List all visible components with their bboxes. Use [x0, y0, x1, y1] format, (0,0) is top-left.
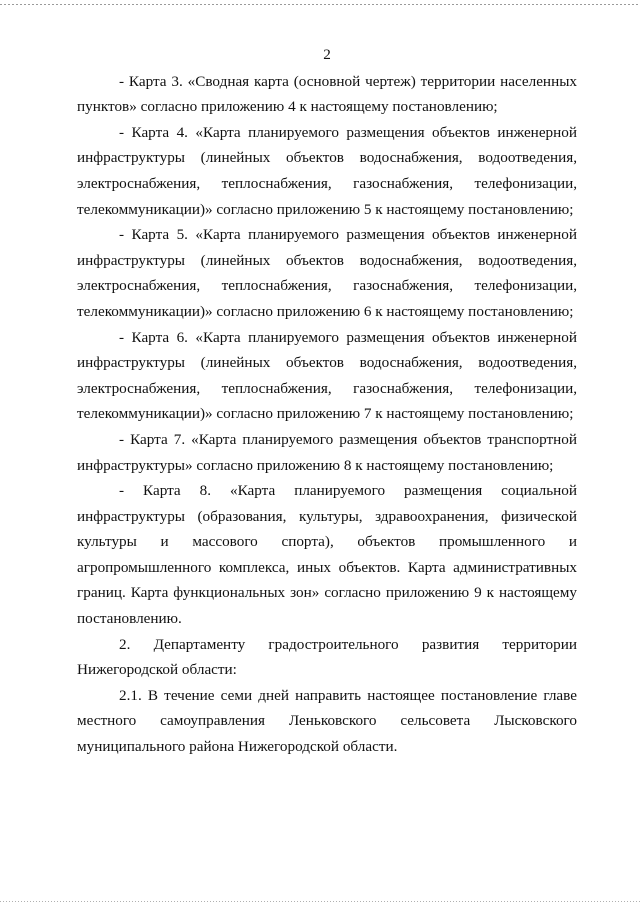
scan-edge-bottom — [0, 901, 640, 902]
paragraph-item-2: 2. Департаменту градостроительного развития территории Нижегородской области: — [77, 635, 577, 679]
page-body — [77, 42, 577, 760]
page-number: 2 — [323, 46, 331, 63]
paragraph-item-2-1: 2.1. В течение семи дней направить настоящее постановление главе местного самоуправления Леньковского сельсовета Лысковского муниципального района Нижегородской области. — [77, 686, 577, 756]
paragraph-map-7: - Карта 7. «Карта планируемого размещения объектов транспортной инфраструктуры» согласно приложению 8 к настоящему постановлению; — [77, 430, 577, 474]
paragraph-map-8: - Карта 8. «Карта планируемого размещения социальной инфраструктуры (образования, культуры, здравоохранения, физической культуры и массового спорта), объектов промышленного и агропромышленного комплекса, иных объектов. Карта административных границ. Карта функциональных зон» согласно приложению 9 к настоящему постановлению. — [77, 482, 577, 628]
paragraph-map-5: - Карта 5. «Карта планируемого размещения объектов инженерной инфраструктуры (линейных объектов водоснабжения, водоотведения, электроснабжения, теплоснабжения, газоснабжения, телефонизации, телекоммуникации)» согласно приложению 6 к настоящему постановлению; — [77, 226, 577, 320]
paragraph-map-4: - Карта 4. «Карта планируемого размещения объектов инженерной инфраструктуры (линейных объектов водоснабжения, водоотведения, электроснабжения, теплоснабжения, газоснабжения, телефонизации, телекоммуникации)» согласно приложению 5 к настоящему постановлению; — [77, 123, 577, 218]
scan-edge-top — [0, 4, 640, 5]
paragraph-map-6: - Карта 6. «Карта планируемого размещения объектов инженерной инфраструктуры (линейных объектов водоснабжения, водоотведения, электроснабжения, теплоснабжения, газоснабжения, телефонизации, телекоммуникации)» согласно приложению 7 к настоящему постановлению; — [77, 328, 577, 423]
paragraph-map-3: - Карта 3. «Сводная карта (основной чертеж) территории населенных пунктов» согласно приложению 4 к настоящему постановлению; — [77, 72, 577, 116]
